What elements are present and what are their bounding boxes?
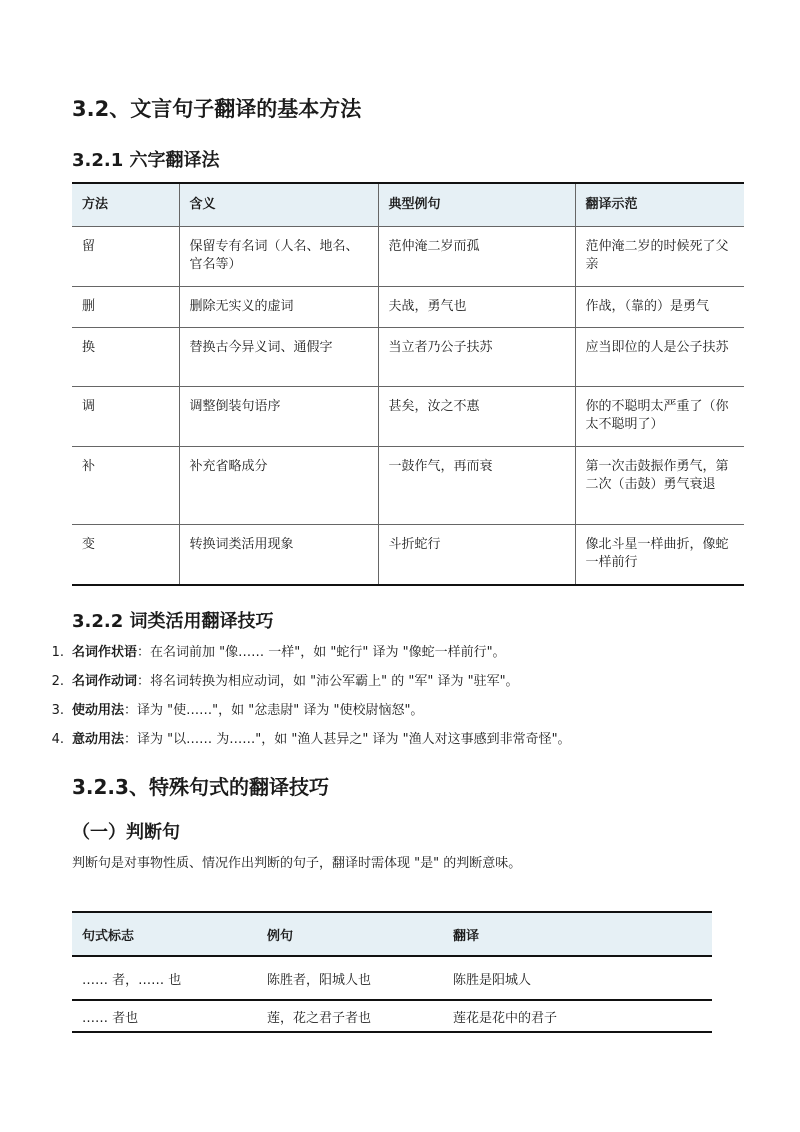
table-row bbox=[72, 1000, 712, 1032]
list-item bbox=[51, 667, 571, 696]
list-item-term: 名词作状语 bbox=[72, 645, 138, 660]
section-heading-3-2-2: 3.2.2 词类活用翻译技巧 bbox=[72, 611, 274, 632]
table-header-cell: 方法 bbox=[72, 183, 179, 227]
table-cell: …… 者也 bbox=[82, 1010, 139, 1026]
table-cell: 陈胜是阳城人 bbox=[443, 956, 712, 1000]
six-character-method-table bbox=[72, 182, 744, 586]
table-header-cell: 含义 bbox=[179, 183, 378, 227]
table-header-cell: 典型例句 bbox=[378, 183, 575, 227]
table-cell: 范仲淹二岁而孤 bbox=[378, 227, 575, 287]
list-item-text: ：译为 "使……"，如 "忿恚尉" 译为 "使校尉恼怒"。 bbox=[124, 703, 424, 718]
table-cell: 补 bbox=[72, 447, 179, 525]
word-class-technique-list bbox=[51, 638, 571, 754]
judgment-sentence-paragraph: 判断句是对事物性质、情况作出判断的句子，翻译时需体现 "是" 的判断意味。 bbox=[72, 856, 522, 871]
table-row bbox=[72, 328, 744, 387]
list-item-number: 4. bbox=[51, 732, 64, 747]
table-cell: 转换词类活用现象 bbox=[179, 525, 378, 585]
list-item-text: ：将名词转换为相应动词，如 "沛公军霸上" 的 "军" 译为 "驻军"。 bbox=[137, 674, 519, 689]
table-cell: 替换古今异义词、通假字 bbox=[179, 328, 378, 387]
table-cell: 莲花是花中的君子 bbox=[453, 1010, 558, 1026]
list-item-number: 2. bbox=[51, 674, 64, 689]
list-item-text: ：在名词前加 "像…… 一样"，如 "蛇行" 译为 "像蛇一样前行"。 bbox=[137, 645, 506, 660]
section-heading-3-2: 3.2、文言句子翻译的基本方法 bbox=[72, 97, 362, 121]
table-row bbox=[72, 447, 744, 525]
subsection-heading-judgment-sentence: （一）判断句 bbox=[72, 822, 180, 843]
list-item-text: ：译为 "以…… 为……"，如 "渔人甚异之" 译为 "渔人对这事感到非常奇怪"。 bbox=[124, 732, 571, 747]
table-cell: 范仲淹二岁的时候死了父亲 bbox=[575, 227, 744, 287]
list-item-term: 意动用法 bbox=[72, 732, 125, 747]
table-cell: 作战，（靠的）是勇气 bbox=[575, 287, 744, 328]
table-cell: 调 bbox=[72, 387, 179, 447]
list-item bbox=[51, 696, 571, 725]
table-cell: 斗折蛇行 bbox=[378, 525, 575, 585]
table-cell: 补充省略成分 bbox=[179, 447, 378, 525]
list-item-number: 1. bbox=[51, 645, 64, 660]
table-cell: 陈胜者，阳城人也 bbox=[257, 956, 443, 1000]
table-cell: 夫战，勇气也 bbox=[378, 287, 575, 328]
list-item-term: 名词作动词 bbox=[72, 674, 138, 689]
table-header-cell: 例句 bbox=[257, 912, 443, 956]
table-header-row bbox=[72, 183, 744, 227]
list-item bbox=[51, 638, 571, 667]
table-header-cell: 翻译 bbox=[443, 912, 712, 956]
table-cell: 当立者乃公子扶苏 bbox=[378, 328, 575, 387]
list-item-number: 3. bbox=[51, 703, 64, 718]
table-cell: 删除无实义的虚词 bbox=[179, 287, 378, 328]
table-cell: …… 者，…… 也 bbox=[72, 956, 257, 1000]
table-cell: 莲，花之君子者也 bbox=[267, 1010, 372, 1026]
table-header-row bbox=[72, 912, 712, 956]
table-cell: 你的不聪明太严重了（你太不聪明了） bbox=[575, 387, 744, 447]
table-header-cell: 句式标志 bbox=[72, 912, 257, 956]
section-heading-3-2-3: 3.2.3、特殊句式的翻译技巧 bbox=[72, 775, 329, 799]
table-cell: 变 bbox=[72, 525, 179, 585]
list-item bbox=[51, 725, 571, 754]
table-cell: 留 bbox=[72, 227, 179, 287]
table-cell: 像北斗星一样曲折，像蛇一样前行 bbox=[575, 525, 744, 585]
table-cell: 一鼓作气，再而衰 bbox=[378, 447, 575, 525]
table-row bbox=[72, 287, 744, 328]
table-row bbox=[72, 525, 744, 585]
section-heading-3-2-1: 3.2.1 六字翻译法 bbox=[72, 150, 220, 171]
table-cell: 第一次击鼓振作勇气，第二次（击鼓）勇气衰退 bbox=[575, 447, 744, 525]
table-cell: 应当即位的人是公子扶苏 bbox=[575, 328, 744, 387]
table-cell: 保留专有名词（人名、地名、官名等） bbox=[179, 227, 378, 287]
table-cell: 调整倒装句语序 bbox=[179, 387, 378, 447]
list-item-term: 使动用法 bbox=[72, 703, 125, 718]
table-row bbox=[72, 227, 744, 287]
table-cell: 删 bbox=[72, 287, 179, 328]
table-cell: 甚矣，汝之不惠 bbox=[378, 387, 575, 447]
judgment-sentence-table bbox=[72, 911, 712, 1033]
table-row bbox=[72, 387, 744, 447]
table-cell: 换 bbox=[72, 328, 179, 387]
table-row bbox=[72, 956, 712, 1000]
table-header-cell: 翻译示范 bbox=[575, 183, 744, 227]
